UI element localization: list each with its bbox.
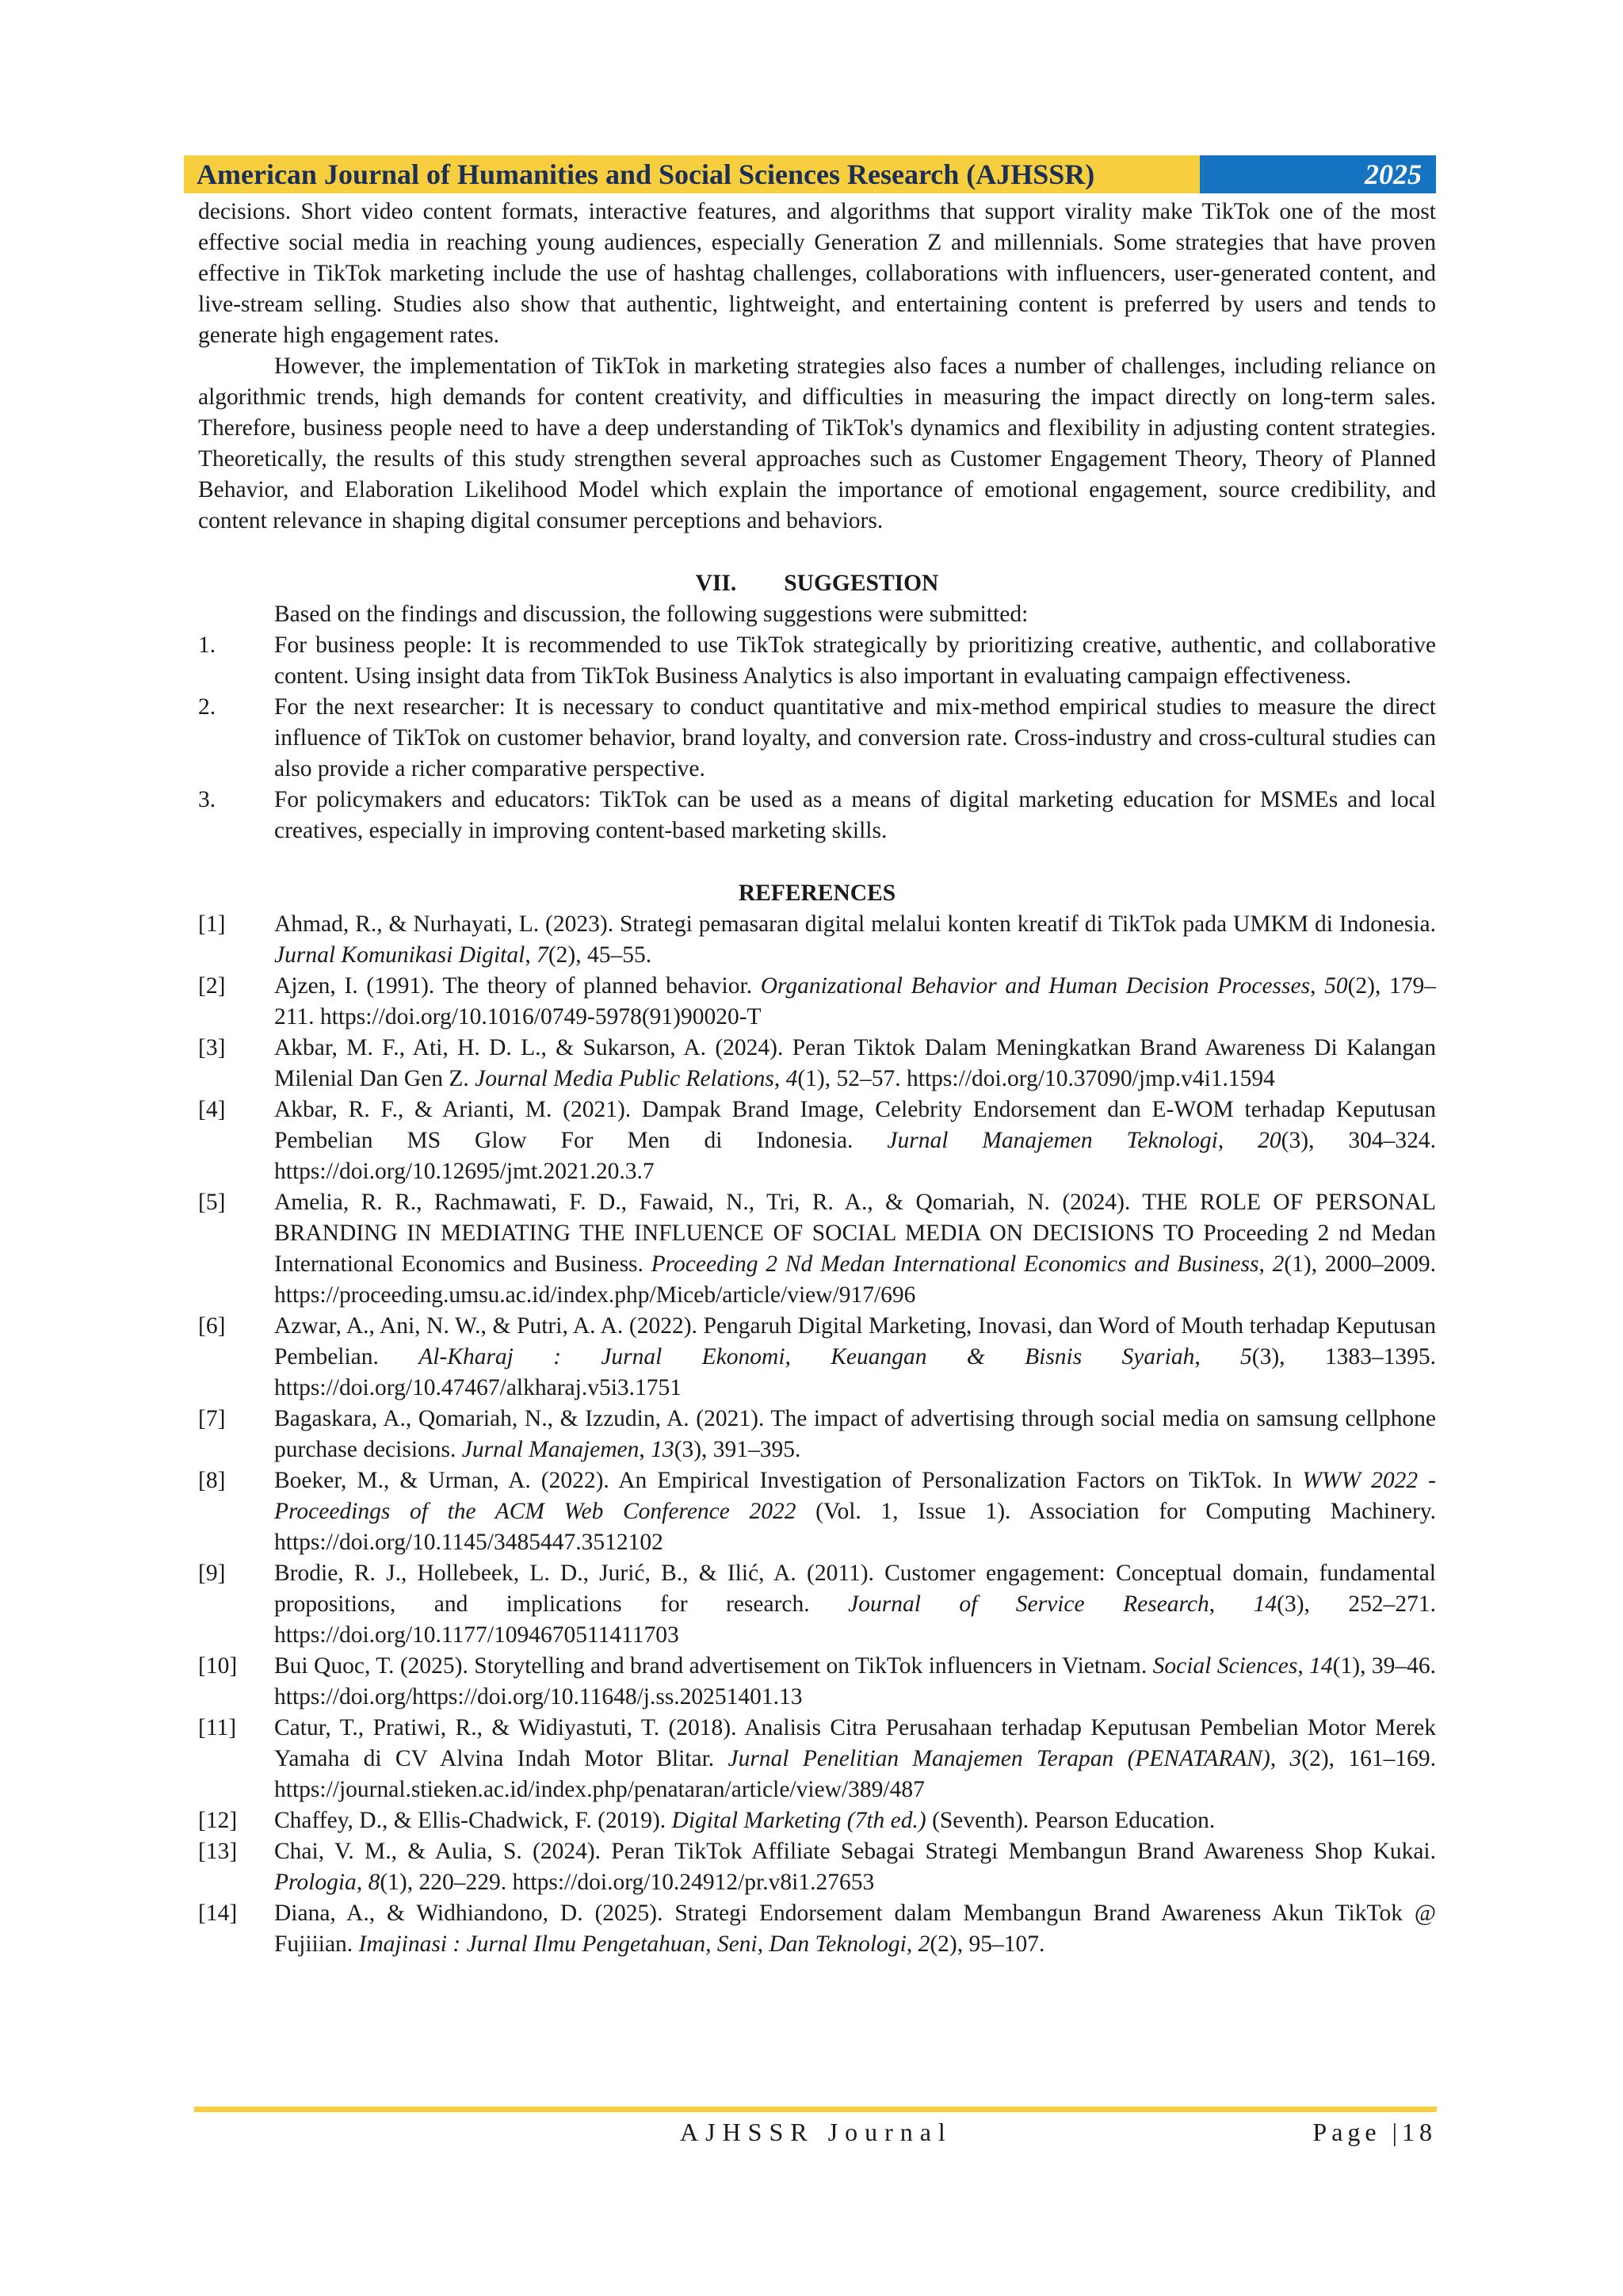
reference-number: [7] bbox=[198, 1406, 226, 1431]
reference-number: [5] bbox=[198, 1190, 226, 1215]
suggestion-heading bbox=[198, 568, 1436, 599]
reference-text: Bui Quoc, T. (2025). Storytelling and brand advertisement on TikTok influencers in Vietnam. Social Sciences, 14(1), 39–46. https://doi.org/https://doi.org/10.11648/j.ss.20251401.13 bbox=[274, 1653, 1436, 1710]
reference-item bbox=[198, 1187, 1436, 1311]
reference-text: Chaffey, D., & Ellis-Chadwick, F. (2019). Digital Marketing (7th ed.) (Seventh). Pearson Education. bbox=[274, 1808, 1216, 1833]
list-item bbox=[198, 630, 1436, 692]
suggestion-list bbox=[198, 630, 1436, 846]
reference-number: [9] bbox=[198, 1561, 226, 1586]
journal-year: 2025 bbox=[1200, 155, 1436, 193]
reference-text: Bagaskara, A., Qomariah, N., & Izzudin, A. (2021). The impact of advertising through social media on samsung cellphone purchase decisions. Jurnal Manajemen, 13(3), 391–395. bbox=[274, 1406, 1436, 1462]
reference-number: [2] bbox=[198, 973, 226, 999]
list-text: For the next researcher: It is necessary to conduct quantitative and mix-method empirical studies to measure the direct influence of TikTok on customer behavior, brand loyalty, and conversion rate. Cross-industry and cross-cultural studies can also provide a richer comparative perspective. bbox=[274, 694, 1436, 781]
reference-text: Boeker, M., & Urman, A. (2022). An Empirical Investigation of Personalization Factors on TikTok. In WWW 2022 - Proceedings of the ACM Web Conference 2022 (Vol. 1, Issue 1). Association for Computing Machinery. https://doi.org/10.1145/3485447.3512102 bbox=[274, 1468, 1437, 1555]
journal-header bbox=[184, 155, 1436, 193]
reference-item bbox=[198, 1033, 1436, 1095]
section-title: SUGGESTION bbox=[784, 571, 939, 596]
reference-text: Akbar, M. F., Ati, H. D. L., & Sukarson, A. (2024). Peran Tiktok Dalam Meningkatkan Brand Awareness Di Kalangan Milenial Dan Gen Z. Journal Media Public Relations, 4(1), 52–57. https://doi.org/10.37090/jmp.v4i1.1594 bbox=[274, 1035, 1436, 1091]
reference-item bbox=[198, 1311, 1436, 1404]
reference-item bbox=[198, 1651, 1436, 1713]
suggestion-intro: Based on the findings and discussion, the following suggestions were submitted: bbox=[274, 602, 1029, 627]
page-body bbox=[198, 197, 1436, 1960]
list-number: 2. bbox=[198, 694, 216, 720]
reference-item bbox=[198, 971, 1436, 1033]
list-item bbox=[198, 692, 1436, 785]
reference-number: [11] bbox=[198, 1715, 237, 1740]
reference-item bbox=[198, 1805, 1436, 1836]
reference-number: [3] bbox=[198, 1035, 226, 1060]
list-number: 3. bbox=[198, 787, 216, 812]
references-heading: REFERENCES bbox=[738, 881, 896, 906]
footer-divider bbox=[194, 2107, 1437, 2112]
paragraph-1: decisions. Short video content formats, interactive features, and algorithms that support virality make TikTok one of the most effective social media in reaching young audiences, especially Generation Z and millennials. Some strategies that have proven effective in TikTok marketing include the use of hashtag challenges, collaborations with influencers, user-generated content, and live-stream selling. Studies also show that authentic, lightweight, and entertaining content is preferred by users and tends to generate high engagement rates. bbox=[198, 199, 1436, 348]
list-item bbox=[198, 785, 1436, 846]
list-text: For policymakers and educators: TikTok can be used as a means of digital marketing education for MSMEs and local creatives, especially in improving content-based marketing skills. bbox=[274, 787, 1436, 843]
reference-item bbox=[198, 909, 1436, 971]
journal-title: American Journal of Humanities and Social Sciences Research (AJHSSR) bbox=[184, 155, 1200, 193]
reference-item bbox=[198, 1713, 1436, 1805]
reference-number: [8] bbox=[198, 1468, 226, 1493]
reference-number: [13] bbox=[198, 1839, 238, 1864]
page-footer bbox=[194, 2116, 1437, 2151]
list-text: For business people: It is recommended to use TikTok strategically by prioritizing creative, authentic, and collaborative content. Using insight data from TikTok Business Analytics is also important in evaluating campaign effectiveness. bbox=[274, 632, 1436, 689]
reference-text: Catur, T., Pratiwi, R., & Widiyastuti, T. (2018). Analisis Citra Perusahaan terhadap Keputusan Pembelian Motor Merek Yamaha di CV Alvina Indah Motor Blitar. Jurnal Penelitian Manajemen Terapan (PENATARAN), 3(2), 161–169. https://journal.stieken.ac.id/index.php/penataran/article/view/389/487 bbox=[274, 1715, 1436, 1802]
paragraph-2: However, the implementation of TikTok in marketing strategies also faces a number of challenges, including reliance on algorithmic trends, high demands for content creativity, and difficulties in measuring the impact directly on long-term sales. Therefore, business people need to have a deep understanding of TikTok's dynamics and flexibility in adjusting content strategies. Theoretically, the results of this study strengthen several approaches such as Customer Engagement Theory, Theory of Planned Behavior, and Elaboration Likelihood Model which explain the importance of emotional engagement, source credibility, and content relevance in shaping digital consumer perceptions and behaviors. bbox=[198, 353, 1436, 533]
reference-number: [1] bbox=[198, 911, 226, 937]
reference-number: [10] bbox=[198, 1653, 238, 1679]
reference-item bbox=[198, 1836, 1436, 1898]
page-number: Page |18 bbox=[1312, 2118, 1437, 2146]
reference-text: Diana, A., & Widhiandono, D. (2025). Strategi Endorsement dalam Membangun Brand Awareness Akun TikTok @ Fujiiian. Imajinasi : Jurnal Ilmu Pengetahuan, Seni, Dan Teknologi, 2(2), 95–107. bbox=[274, 1901, 1436, 1957]
references-list bbox=[198, 909, 1436, 1960]
section-number: VII. bbox=[695, 571, 737, 596]
reference-item bbox=[198, 1404, 1436, 1465]
reference-text: Brodie, R. J., Hollebeek, L. D., Jurić, B., & Ilić, A. (2011). Customer engagement: Conceptual domain, fundamental propositions, and implications for research. Journal of Service Research, 14(3), 252–271. https://doi.org/10.1177/1094670511411703 bbox=[274, 1561, 1437, 1648]
reference-item bbox=[198, 1465, 1436, 1558]
reference-item bbox=[198, 1558, 1436, 1651]
reference-text: Ahmad, R., & Nurhayati, L. (2023). Strategi pemasaran digital melalui konten kreatif di TikTok pada UMKM di Indonesia. Jurnal Komunikasi Digital, 7(2), 45–55. bbox=[274, 911, 1436, 968]
reference-number: [4] bbox=[198, 1097, 226, 1122]
reference-number: [14] bbox=[198, 1901, 238, 1926]
footer-journal: AJHSSR Journal bbox=[680, 2118, 953, 2146]
list-number: 1. bbox=[198, 632, 216, 658]
reference-text: Chai, V. M., & Aulia, S. (2024). Peran TikTok Affiliate Sebagai Strategi Membangun Brand Awareness Shop Kukai. Prologia, 8(1), 220–229. https://doi.org/10.24912/pr.v8i1.27653 bbox=[274, 1839, 1436, 1895]
reference-text: Ajzen, I. (1991). The theory of planned behavior. Organizational Behavior and Human Decision Processes, 50(2), 179–211. https://doi.org/10.1016/0749-5978(91)90020-T bbox=[274, 973, 1437, 1030]
reference-text: Amelia, R. R., Rachmawati, F. D., Fawaid, N., Tri, R. A., & Qomariah, N. (2024). THE ROLE OF PERSONAL BRANDING IN MEDIATING THE INFLUENCE OF SOCIAL MEDIA ON DECISIONS TO Proceeding 2 nd Medan International Economics and Business. Proceeding 2 Nd Medan International Economics and Business, 2(1), 2000–2009. https://proceeding.umsu.ac.id/index.php/Miceb/article/view/917/696 bbox=[274, 1190, 1436, 1308]
reference-text: Azwar, A., Ani, N. W., & Putri, A. A. (2022). Pengaruh Digital Marketing, Inovasi, dan Word of Mouth terhadap Keputusan Pembelian. Al-Kharaj : Jurnal Ekonomi, Keuangan & Bisnis Syariah, 5(3), 1383–1395. https://doi.org/10.47467/alkharaj.v5i3.1751 bbox=[274, 1313, 1437, 1400]
reference-number: [12] bbox=[198, 1808, 238, 1833]
reference-number: [6] bbox=[198, 1313, 226, 1339]
reference-text: Akbar, R. F., & Arianti, M. (2021). Dampak Brand Image, Celebrity Endorsement dan E-WOM terhadap Keputusan Pembelian MS Glow For Men di Indonesia. Jurnal Manajemen Teknologi, 20(3), 304–324. https://doi.org/10.12695/jmt.2021.20.3.7 bbox=[274, 1097, 1437, 1184]
reference-item bbox=[198, 1095, 1436, 1187]
reference-item bbox=[198, 1898, 1436, 1960]
